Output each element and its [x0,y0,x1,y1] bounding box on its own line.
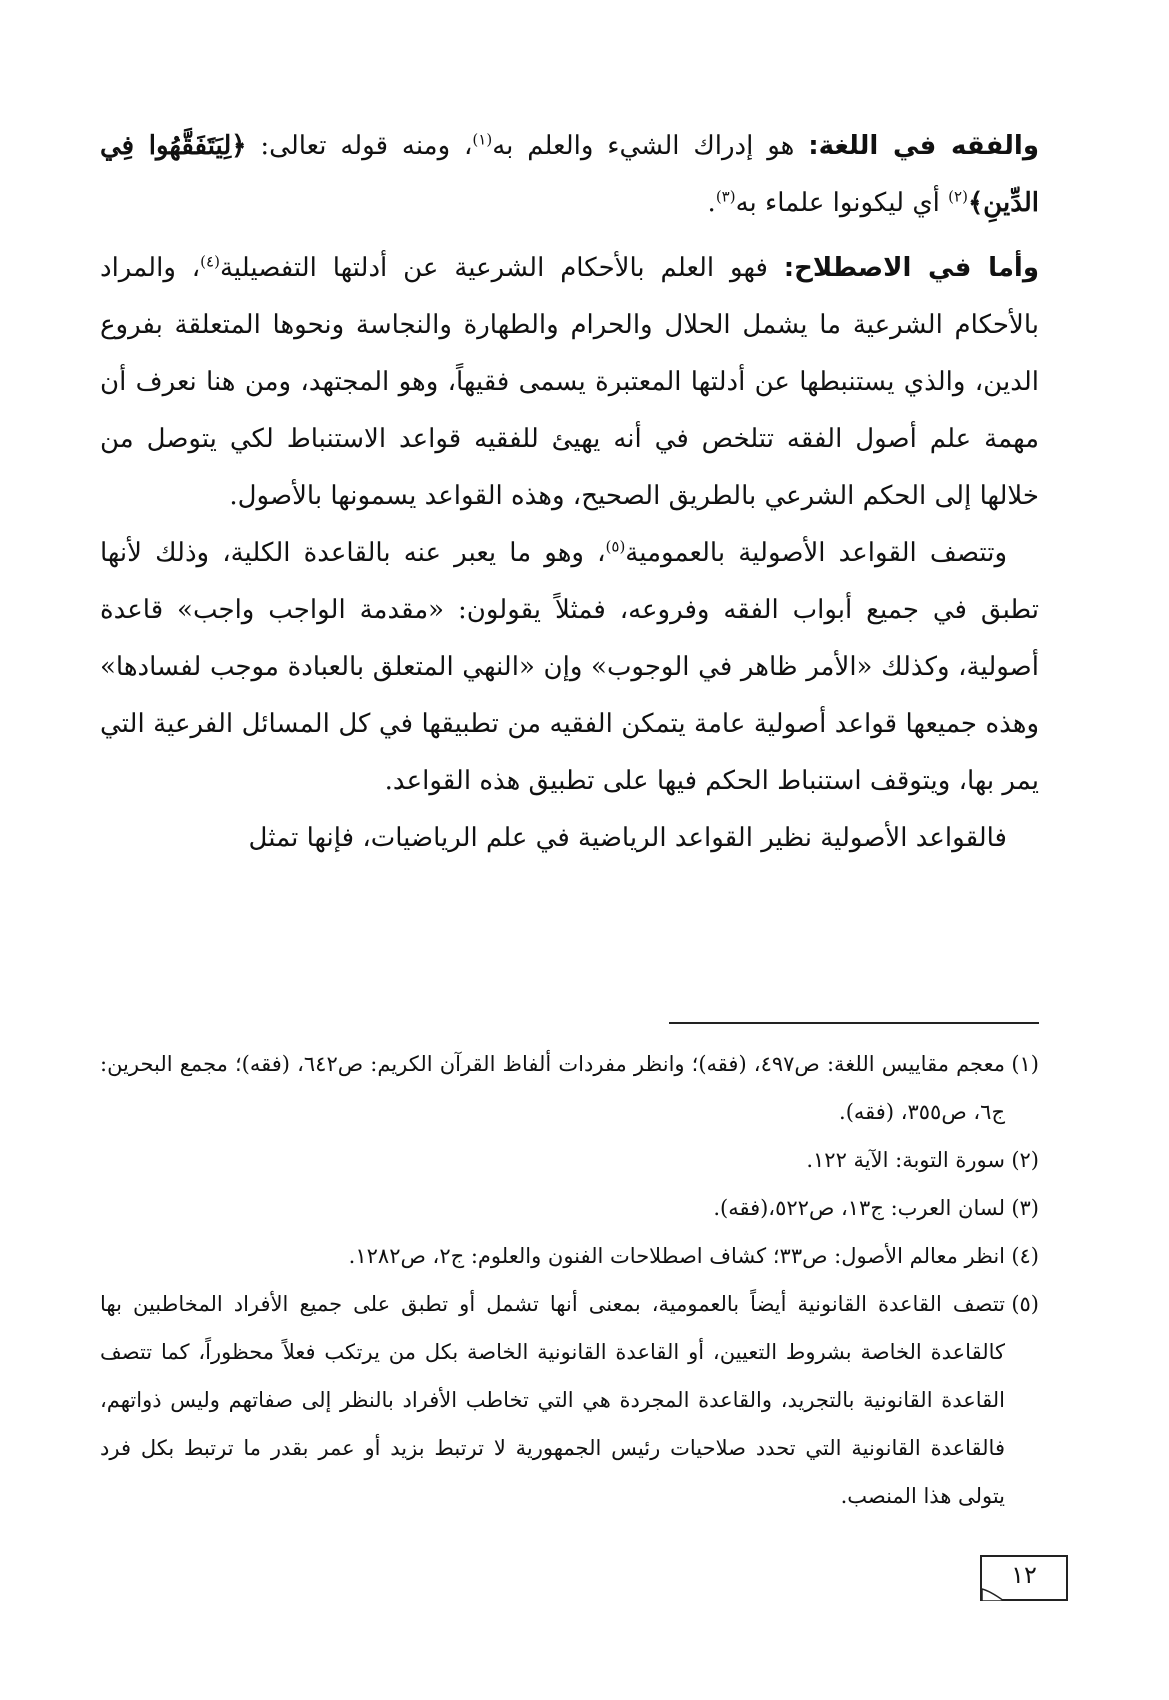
footnote-5 [100,1280,1039,1520]
paragraph-text: وتتصف القواعد الأصولية بالعمومية [625,538,1007,568]
footnote-ref-4[interactable]: (٤) [200,252,220,271]
footnote-text: معجم مقاييس اللغة: ص٤٩٧، (فقه)؛ وانظر مفردات ألفاظ القرآن الكريم: ص٦٤٢، (فقه)؛ مجمع البحرين: ج٦، ص٣٥٥، (فقه). [100,1052,1005,1124]
paragraph-text: أي ليكونوا علماء به [735,188,949,218]
paragraph-text: فالقواعد الأصولية نظير القواعد الرياضية في علم الرياضيات، فإنها تمثل [248,823,1007,853]
paragraph-text: هو إدراك الشيء والعلم به [492,131,809,161]
paragraph-text: ، والمراد بالأحكام الشرعية ما يشمل الحلال والحرام والطهارة والنجاسة ونحوها المتعلقة بفروع الدين، والذي يستنبطها عن أدلتها المعتبرة يسمى فقيهاً، وهو المجتهد، ومن هنا نعرف أن مهمة علم أصول الفقه تتلخص في أنه يهيئ للفقيه قواعد الاستنباط لكي يتوصل من خلالها إلى الحكم الشرعي بالطريق الصحيح، وهذه القواعد يسمونها بالأصول. [100,253,1039,511]
page-number-box [980,1555,1068,1601]
footnote-number: (٢) [1011,1148,1039,1172]
footnote-ref-5[interactable]: (٥) [605,537,626,556]
paragraph-text: ، ومنه قوله تعالى: [246,131,473,161]
footnotes [100,1040,1039,1520]
footnote-3 [100,1184,1039,1232]
page-curl-icon [982,1587,1004,1601]
paragraph-text: . [707,188,716,218]
term-heading-technical: وأما في الاصطلاح: [783,253,1040,283]
footnote-number: (٤) [1011,1244,1039,1268]
paragraph-fiqh-technical [100,240,1039,525]
page-number: ١٢ [1011,1561,1037,1589]
footnote-number: (١) [1011,1052,1039,1076]
footnote-text: لسان العرب: ج١٣، ص٥٢٢،(فقه). [713,1196,1005,1220]
term-heading-linguistic: والفقه في اللغة: [808,131,1039,161]
footnote-number: (٥) [1011,1292,1039,1316]
footnote-text: انظر معالم الأصول: ص٣٣؛ كشاف اصطلاحات الفنون والعلوم: ج٢، ص١٢٨٢. [348,1244,1005,1268]
footnote-number: (٣) [1011,1196,1039,1220]
paragraph-analogy [100,810,1039,867]
paragraph-text: ، وهو ما يعبر عنه بالقاعدة الكلية، وذلك لأنها تطبق في جميع أبواب الفقه وفروعه، فمثلاً يقولون: «مقدمة الواجب واجب» قاعدة أصولية، وكذلك «الأمر ظاهر في الوجوب» وإن «النهي المتعلق بالعبادة موجب لفسادها» وهذه جميعها قواعد أصولية عامة يتمكن الفقيه من تطبيقها في كل المسائل الفرعية التي يمر بها، ويتوقف استنباط الحكم فيها على تطبيق هذه القواعد. [100,538,1039,796]
footnote-separator [669,1022,1039,1024]
footnote-ref-1[interactable]: (١) [472,130,493,149]
quran-verse: ﴿لِيَتَفَقَّهُوا فِي الدِّينِ﴾ [100,131,1039,218]
footnote-ref-2[interactable]: (٢) [948,187,968,206]
paragraph-generality [100,525,1039,810]
main-text [100,118,1039,867]
footnote-ref-3[interactable]: (٣) [715,187,736,206]
paragraph-fiqh-linguistic [100,118,1039,232]
footnote-2 [100,1136,1039,1184]
footnote-1 [100,1040,1039,1136]
footnote-4 [100,1232,1039,1280]
footnote-text: تتصف القاعدة القانونية أيضاً بالعمومية، بمعنى أنها تشمل أو تطبق على جميع الأفراد المخاطبين بها كالقاعدة الخاصة بشروط التعيين، أو القاعدة القانونية الخاصة بكل من يرتكب فعلاً محظوراً، كما تتصف القاعدة القانونية بالتجريد، والقاعدة المجردة هي التي تخاطب الأفراد بالنظر إلى صفاتهم وليس ذواتهم، فالقاعدة القانونية التي تحدد صلاحيات رئيس الجمهورية لا ترتبط بزيد أو عمر بقدر ما ترتبط بكل فرد يتولى هذا المنصب. [100,1292,1005,1508]
footnote-text: سورة التوبة: الآية ١٢٢. [806,1148,1005,1172]
paragraph-text: فهو العلم بالأحكام الشرعية عن أدلتها التفصيلية [219,253,784,283]
